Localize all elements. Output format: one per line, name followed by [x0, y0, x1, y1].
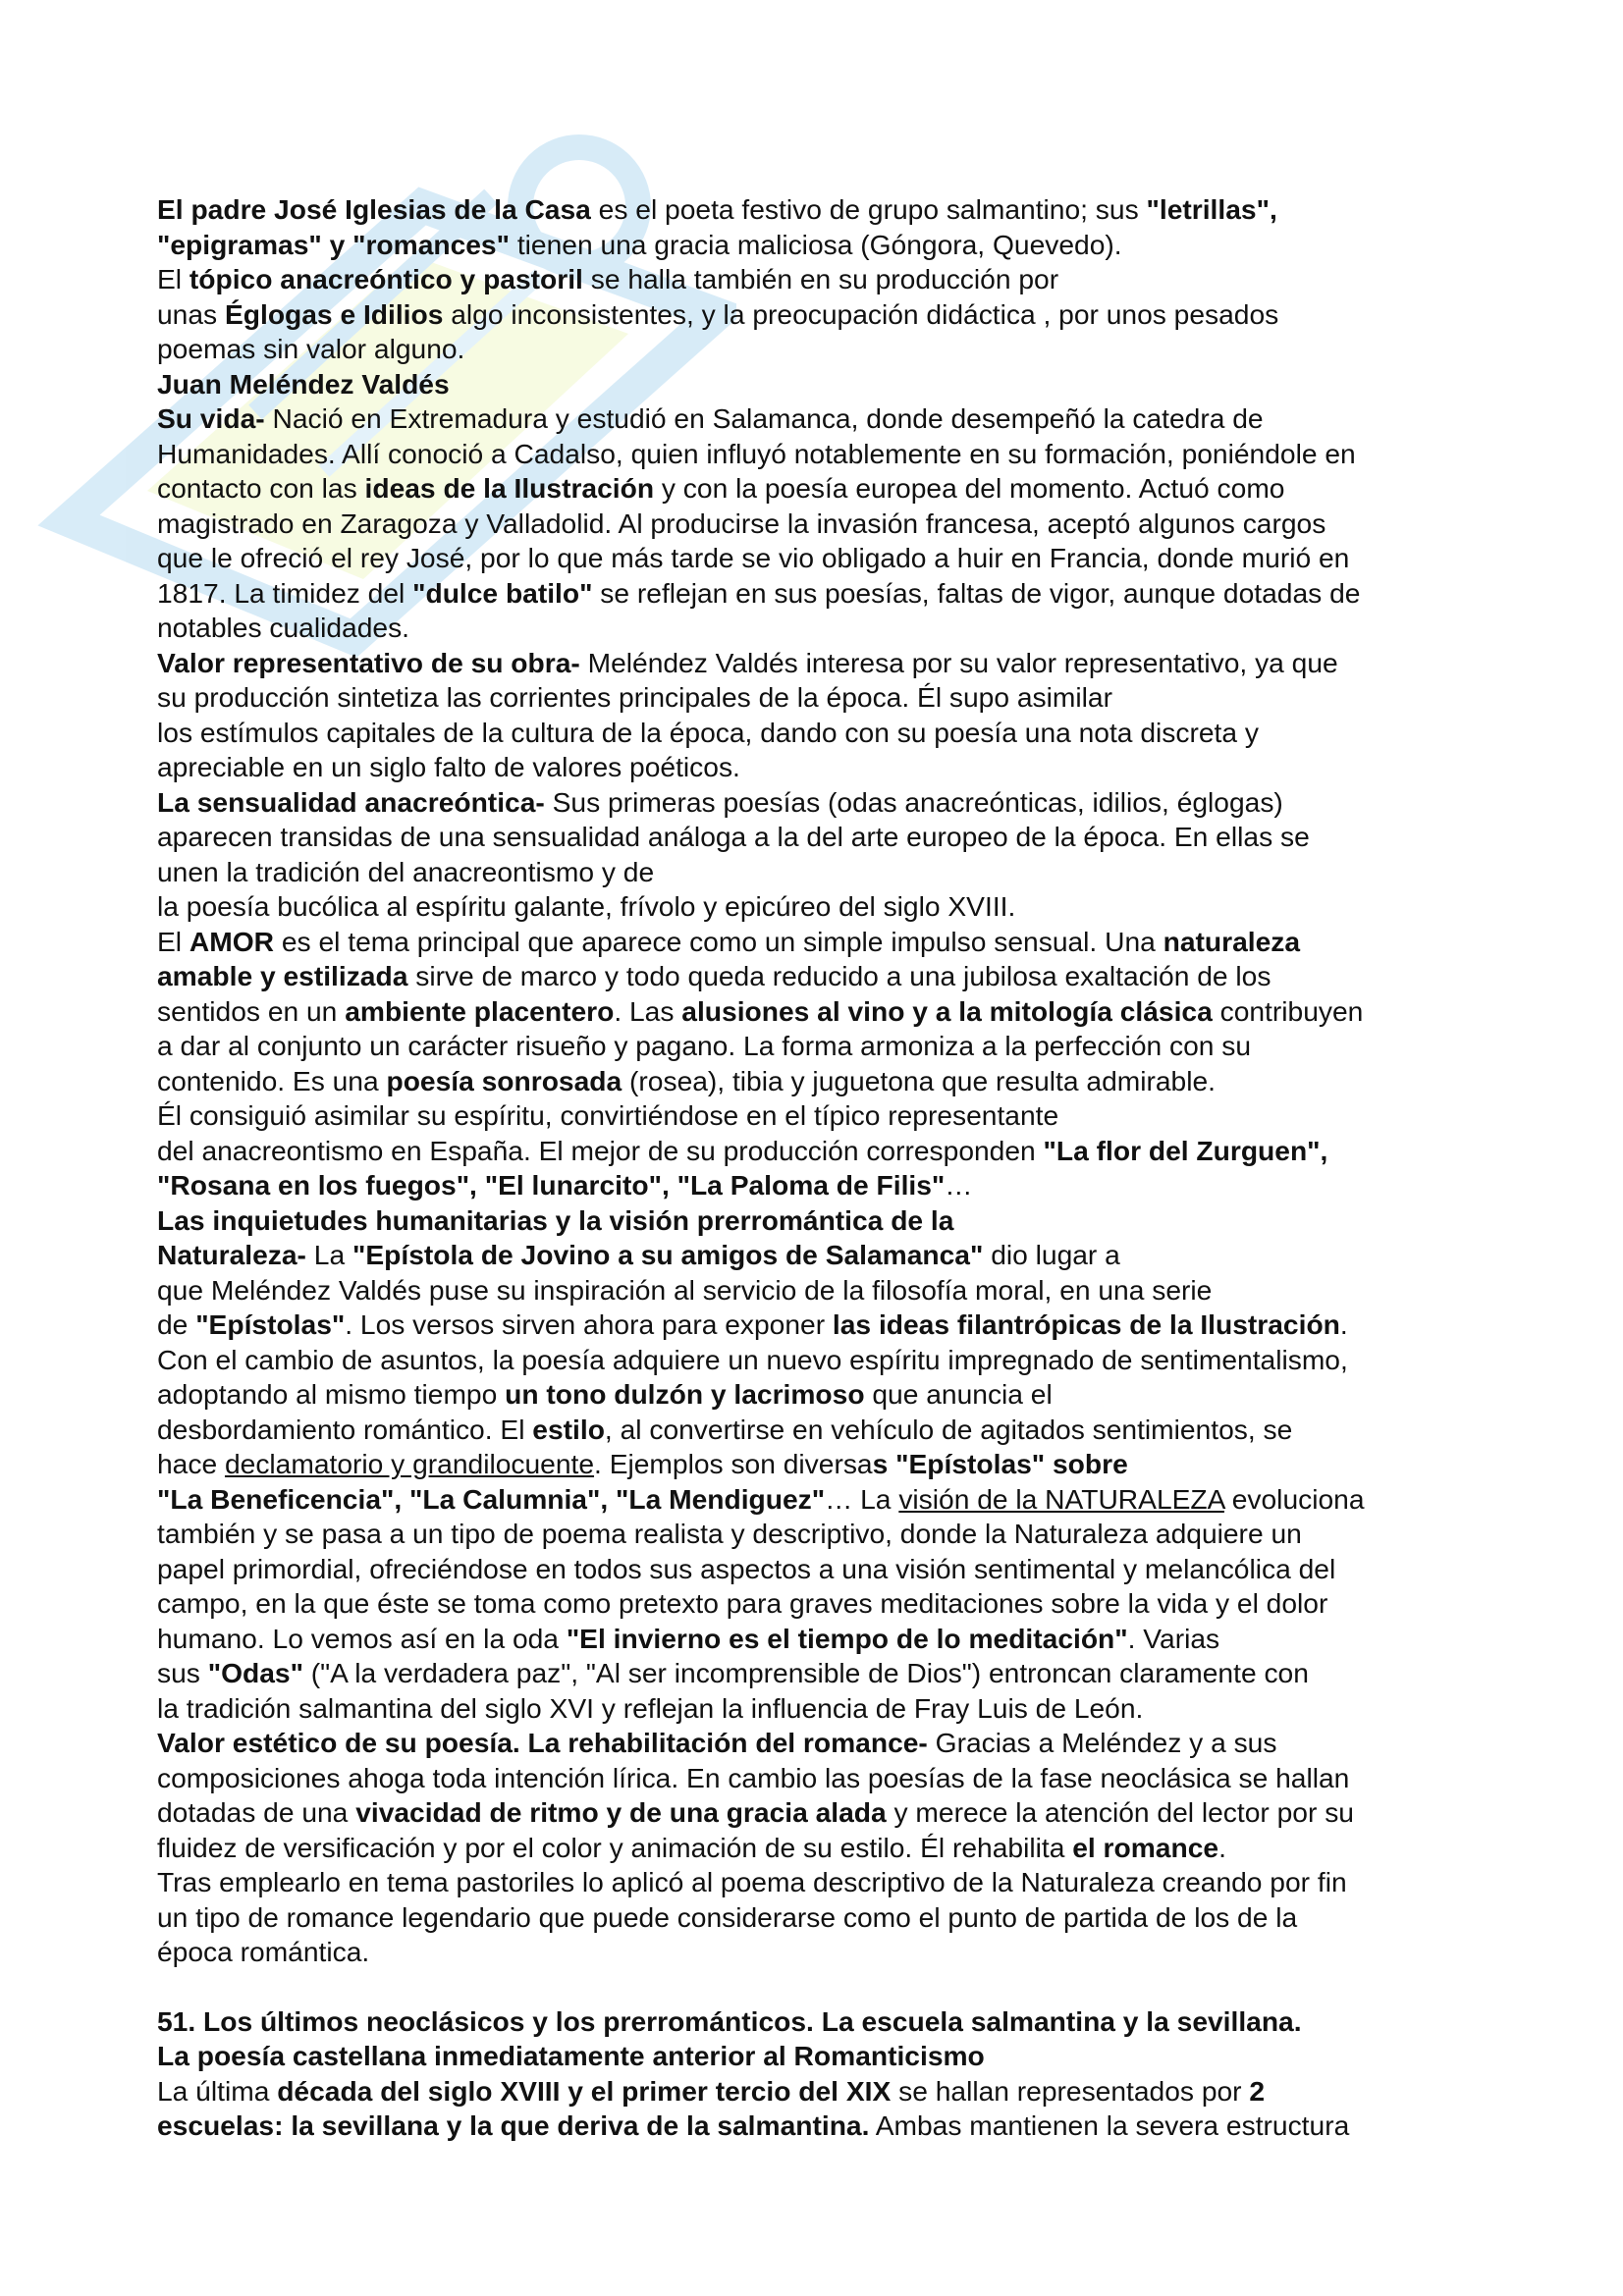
- text-run: los estímulos capitales de la cultura de la época, dando con su poesía una nota discreta y: [157, 716, 1259, 748]
- text-run: La: [305, 1239, 352, 1270]
- text-run: se hallan representados por: [891, 2074, 1250, 2107]
- text-run: apreciable en un siglo falto de valores poéticos.: [157, 751, 740, 782]
- bold-text: naturaleza: [1163, 925, 1301, 957]
- bold-text: El padre José Iglesias de la Casa: [157, 193, 591, 225]
- text-run: época romántica.: [157, 1936, 370, 1967]
- text-run: que anuncia el: [864, 1378, 1053, 1410]
- text-line: [157, 192, 1492, 228]
- text-run: … La: [825, 1482, 899, 1515]
- text-run: que le ofreció el rey José, por lo que más tarde se vio obligado a huir en Francia, donde murió en: [157, 542, 1350, 573]
- text-line: [157, 1552, 1492, 1587]
- bold-text: Naturaleza-: [157, 1239, 306, 1270]
- text-line: [157, 541, 1492, 576]
- text-run: sentidos en un: [157, 994, 346, 1027]
- text-line: [157, 437, 1492, 472]
- bold-text: Su vida-: [157, 402, 265, 434]
- text-line: [157, 750, 1492, 785]
- text-line: [157, 576, 1492, 612]
- bold-text: "Odas": [207, 1657, 303, 1688]
- text-line: [157, 1238, 1492, 1273]
- text-run: El: [157, 263, 189, 294]
- bold-text: "La flor del Zurguen",: [1043, 1134, 1328, 1166]
- text-run: Nació en Extremadura y estudió en Salamanca, donde desempeñó la catedra de: [264, 402, 1264, 434]
- text-run: Meléndez Valdés interesa por su valor representativo, ya que: [579, 646, 1338, 678]
- document-text: [157, 192, 1492, 2144]
- text-run: también y se pasa a un tipo de poema realista y descriptivo, donde la Naturaleza adquiere un: [157, 1518, 1302, 1549]
- bold-text: escuelas: la sevillana y la que deriva de la salmantina.: [157, 2109, 870, 2141]
- text-run: evoluciona: [1223, 1482, 1365, 1515]
- bold-text: "Rosana en los fuegos", "El lunarcito", "La Paloma de Filis": [157, 1169, 946, 1201]
- bold-text: La sensualidad anacreóntica-: [157, 785, 545, 818]
- bold-text: Las inquietudes humanitarias y la visión prerromántica de la: [157, 1203, 954, 1236]
- text-run: 1817. La timidez del: [157, 576, 413, 609]
- text-line: [157, 646, 1492, 681]
- text-run: del anacreontismo en España. El mejor de su producción corresponden: [157, 1134, 1044, 1166]
- text-line: [157, 925, 1492, 960]
- text-line: [157, 1134, 1492, 1169]
- text-line: [157, 611, 1492, 646]
- bold-text: ideas de la Ilustración: [364, 472, 655, 504]
- text-run: es el poeta festivo de grupo salmantino; sus: [590, 193, 1147, 225]
- text-line: [157, 1517, 1492, 1552]
- text-line: [157, 507, 1492, 542]
- text-run: unen la tradición del anacreontismo y de: [157, 855, 655, 887]
- text-line: [157, 332, 1492, 367]
- text-run: .: [1218, 1831, 1226, 1863]
- text-line: [157, 228, 1492, 263]
- text-line: [157, 1203, 1492, 1239]
- text-line: [157, 1377, 1492, 1413]
- text-run: se reflejan en sus poesías, faltas de vigor, aunque dotadas de: [592, 576, 1361, 609]
- text-run: contacto con las: [157, 472, 365, 504]
- bold-text: Valor representativo de su obra-: [157, 646, 580, 678]
- text-run: papel primordial, ofreciéndose en todos sus aspectos a una visión sentimental y melancólica del: [157, 1552, 1336, 1584]
- text-run: .: [1339, 1308, 1348, 1340]
- text-run: campo, en la que éste se toma como pretexto para graves meditaciones sobre la vida y el dolor: [157, 1587, 1328, 1619]
- text-line: [157, 367, 1492, 402]
- text-run: El: [157, 925, 189, 957]
- text-run: Con el cambio de asuntos, la poesía adquiere un nuevo espíritu impregnado de sentimentalismo,: [157, 1343, 1348, 1375]
- text-run: y merece la atención del lector por su: [886, 1796, 1354, 1828]
- text-run: poemas sin valor alguno.: [157, 333, 465, 364]
- text-line: [157, 2039, 1492, 2074]
- bold-text: Juan Meléndez Valdés: [157, 367, 450, 400]
- text-line: [157, 1831, 1492, 1866]
- bold-text: s "Epístolas" sobre: [872, 1448, 1128, 1479]
- text-line: [157, 2109, 1492, 2144]
- bold-text: AMOR: [189, 925, 275, 957]
- text-run: dio lugar a: [983, 1239, 1120, 1270]
- text-line: [157, 785, 1492, 821]
- text-run: , al convertirse en vehículo de agitados sentimientos, se: [604, 1413, 1293, 1445]
- text-run: tienen una gracia maliciosa (Góngora, Quevedo).: [509, 228, 1122, 260]
- bold-text: vivacidad de ritmo y de una gracia alada: [355, 1796, 887, 1828]
- bold-text: "La Beneficencia", "La Calumnia", "La Mendiguez": [157, 1482, 826, 1515]
- text-line: [157, 820, 1492, 855]
- bold-text: estilo: [532, 1413, 605, 1445]
- text-run: …: [945, 1169, 973, 1201]
- text-run: algo inconsistentes, y la preocupación didáctica , por unos pesados: [443, 297, 1279, 330]
- text-line: [157, 1343, 1492, 1378]
- bold-text: década del siglo XVIII y el primer tercio del XIX: [277, 2074, 892, 2107]
- text-line: [157, 1098, 1492, 1134]
- text-run: notables cualidades.: [157, 612, 410, 643]
- text-run: composiciones ahoga toda intención lírica. En cambio las poesías de la fase neoclásica se hallan: [157, 1761, 1350, 1793]
- text-line: [157, 1029, 1492, 1064]
- text-line: [157, 1064, 1492, 1099]
- text-line: [157, 1656, 1492, 1691]
- text-run: adoptando al mismo tiempo: [157, 1378, 506, 1410]
- text-line: [157, 1935, 1492, 1970]
- text-run: magistrado en Zaragoza y Valladolid. Al producirse la invasión francesa, aceptó algunos cargos: [157, 507, 1326, 539]
- text-run: Humanidades. Allí conoció a Cadalso, quien influyó notablemente en su formación, poniéndole en: [157, 437, 1356, 469]
- bold-text: 51. Los últimos neoclásicos y los prerrománticos. La escuela salmantina y la sevillana.: [157, 2004, 1302, 2037]
- bold-text: "letrillas",: [1146, 193, 1277, 225]
- bold-text: ambiente placentero: [345, 994, 615, 1027]
- text-run: un tipo de romance legendario que puede considerarse como el punto de partida de los de la: [157, 1900, 1298, 1933]
- text-run: . Ejemplos son diversa: [594, 1448, 873, 1479]
- text-run: . Las: [614, 994, 682, 1027]
- text-line: [157, 680, 1492, 716]
- text-run: (rosea), tibia y juguetona que resulta admirable.: [622, 1064, 1216, 1096]
- text-line: [157, 1586, 1492, 1622]
- text-run: Gracias a Meléndez y a sus: [927, 1727, 1277, 1758]
- text-run: la tradición salmantina del siglo XVI y reflejan la influencia de Fray Luis de León.: [157, 1691, 1144, 1724]
- bold-text: 2: [1249, 2074, 1266, 2107]
- text-run: ("A la verdadera paz", "Al ser incomprensible de Dios") entroncan claramente con: [302, 1657, 1309, 1688]
- text-run: Sus primeras poesías (odas anacreónticas, idilios, églogas): [544, 785, 1283, 818]
- text-run: Él consiguió asimilar su espíritu, convirtiéndose en el típico representante: [157, 1099, 1059, 1131]
- underlined-text: visión de la NATURALEZA: [898, 1482, 1224, 1515]
- text-line: [157, 1726, 1492, 1761]
- text-line: [157, 1795, 1492, 1831]
- text-line: [157, 471, 1492, 507]
- text-line: [157, 1308, 1492, 1343]
- text-line: [157, 262, 1492, 297]
- bold-text: La poesía castellana inmediatamente anterior al Romanticismo: [157, 2040, 985, 2071]
- text-line: [157, 1482, 1492, 1518]
- bold-text: el romance: [1072, 1831, 1219, 1863]
- text-run: sirve de marco y todo queda reducido a una jubilosa exaltación de los: [407, 960, 1271, 991]
- text-run: y con la poesía europea del momento. Actuó como: [654, 472, 1285, 504]
- bold-text: alusiones al vino y a la mitología clásica: [681, 994, 1213, 1027]
- bold-text: "Epístolas": [195, 1308, 346, 1340]
- text-line: [157, 1761, 1492, 1796]
- bold-text: "epigramas" y "romances": [157, 228, 510, 260]
- text-line: [157, 855, 1492, 890]
- bold-text: Églogas e Idilios: [224, 297, 444, 330]
- bold-text: un tono dulzón y lacrimoso: [505, 1378, 865, 1410]
- bold-text: Valor estético de su poesía. La rehabilitación del romance-: [157, 1727, 928, 1758]
- bold-text: "Epístola de Jovino a su amigos de Salamanca": [352, 1239, 984, 1270]
- text-line: [157, 1447, 1492, 1482]
- text-line: [157, 1865, 1492, 1900]
- text-line: [157, 297, 1492, 333]
- bold-text: poesía sonrosada: [386, 1064, 622, 1096]
- text-run: desbordamiento romántico. El: [157, 1413, 533, 1445]
- bold-text: "dulce batilo": [412, 576, 593, 609]
- text-run: contribuyen: [1212, 994, 1364, 1027]
- text-run: su producción sintetiza las corrientes principales de la época. Él supo asimilar: [157, 681, 1112, 713]
- text-run: sus: [157, 1657, 208, 1688]
- text-run: la poesía bucólica al espíritu galante, frívolo y epicúreo del siglo XVIII.: [157, 890, 1016, 922]
- text-run: unas: [157, 297, 225, 330]
- text-line: [157, 401, 1492, 437]
- text-line: [157, 1622, 1492, 1657]
- text-run: . Varias: [1127, 1622, 1220, 1654]
- text-run: se halla también en su producción por: [582, 263, 1059, 294]
- bold-text: las ideas filantrópicas de la Ilustración: [832, 1308, 1340, 1340]
- text-run: es el tema principal que aparece como un simple impulso sensual. Una: [274, 925, 1163, 957]
- text-line: [157, 716, 1492, 751]
- text-run: a dar al conjunto un carácter risueño y pagano. La forma armoniza a la perfección con su: [157, 1030, 1252, 1061]
- text-run: fluidez de versificación y por el color y animación de su estilo. Él rehabilita: [157, 1831, 1073, 1863]
- text-run: aparecen transidas de una sensualidad análoga a la del arte europeo de la época. En ellas se: [157, 821, 1310, 852]
- text-line: [157, 959, 1492, 994]
- text-line: [157, 2004, 1492, 2040]
- text-run: Tras emplearlo en tema pastoriles lo aplicó al poema descriptivo de la Naturaleza creando por fin: [157, 1866, 1347, 1897]
- text-run: . Los versos sirven ahora para exponer: [345, 1308, 833, 1340]
- text-run: humano. Lo vemos así en la oda: [157, 1622, 567, 1654]
- text-run: hace: [157, 1448, 225, 1479]
- text-run: La última: [157, 2074, 278, 2107]
- text-run: Ambas mantienen la severa estructura: [869, 2109, 1350, 2141]
- text-line: [157, 1413, 1492, 1448]
- bold-text: amable y estilizada: [157, 960, 408, 991]
- text-line: [157, 1900, 1492, 1936]
- bold-text: tópico anacreóntico y pastoril: [189, 263, 583, 294]
- bold-text: "El invierno es el tiempo de lo meditación": [566, 1622, 1128, 1654]
- underlined-text: declamatorio y grandilocuente: [224, 1448, 595, 1479]
- text-run: de: [157, 1308, 196, 1340]
- text-line: [157, 2074, 1492, 2109]
- text-run: dotadas de una: [157, 1796, 356, 1828]
- text-line: [157, 889, 1492, 925]
- text-run: contenido. Es una: [157, 1064, 387, 1096]
- text-line: [157, 994, 1492, 1030]
- text-line: [157, 1691, 1492, 1727]
- text-line: [157, 1168, 1492, 1203]
- text-run: que Meléndez Valdés puse su inspiración al servicio de la filosofía moral, en una serie: [157, 1273, 1213, 1306]
- text-line: [157, 1273, 1492, 1308]
